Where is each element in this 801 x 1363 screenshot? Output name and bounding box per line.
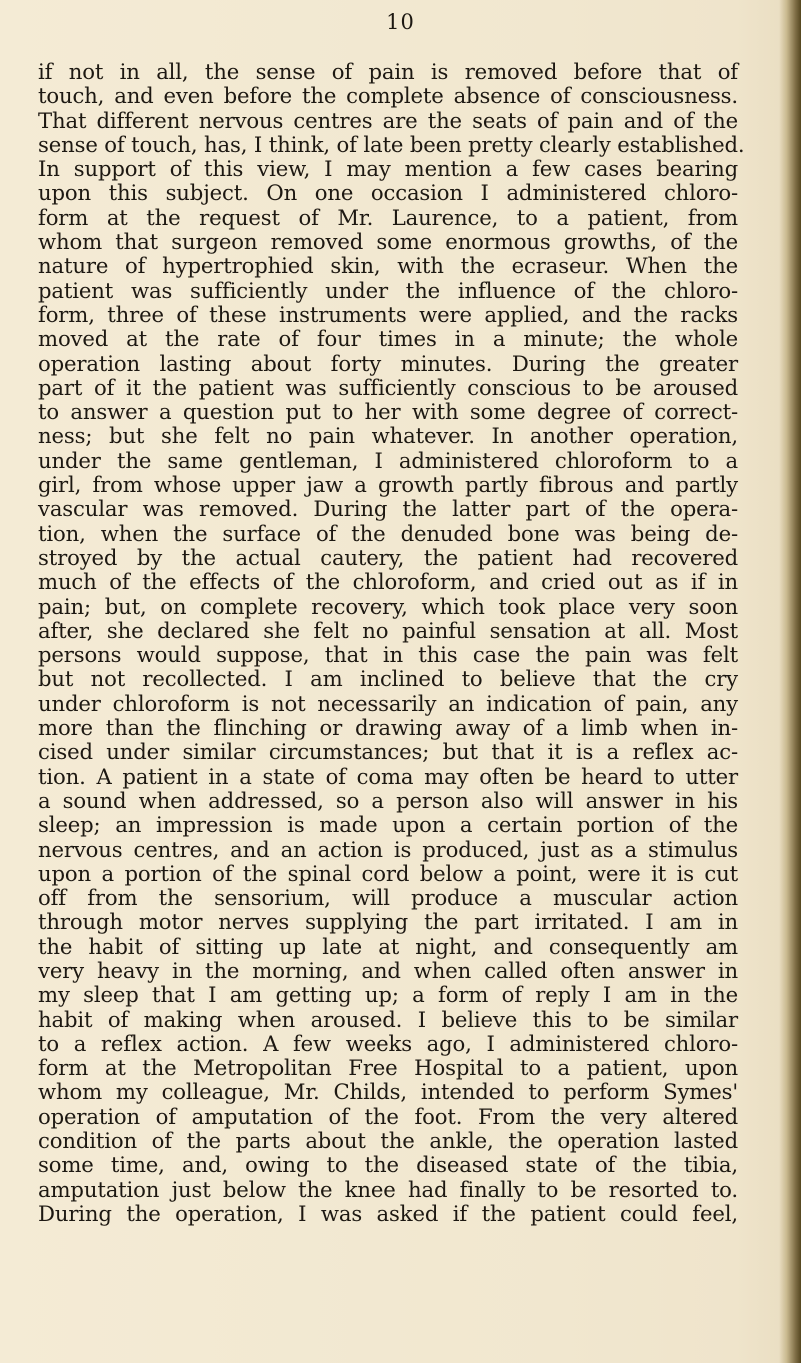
text-line: In support of this view, I may mention a few cases bearing <box>38 156 738 182</box>
text-line: tion, when the surface of the denuded bone was being de- <box>38 520 738 546</box>
text-line: through motor nerves supplying the part irritated. I am in <box>38 909 738 935</box>
text-line: the habit of sitting up late at night, and consequently am <box>38 933 738 959</box>
text-line: ness; but she felt no pain whatever. In another operation, <box>38 423 738 449</box>
text-line: patient was sufficiently under the influence of the chloro- <box>38 277 738 303</box>
text-line: girl, from whose upper jaw a growth partly fibrous and partly <box>38 472 738 498</box>
text-line: off from the sensorium, will produce a muscular action <box>38 885 738 911</box>
text-line: sense of touch, has, I think, of late been pretty clearly established. <box>38 131 745 157</box>
text-line: after, she declared she felt no painful sensation at all. Most <box>38 617 738 643</box>
text-line: upon a portion of the spinal cord below a point, were it is cut <box>38 860 738 886</box>
text-line: if not in all, the sense of pain is removed before that of <box>38 59 738 84</box>
text-line: tion. A patient in a state of coma may often be heard to utter <box>38 763 738 789</box>
text-line: to answer a question put to her with some degree of correct- <box>38 399 738 425</box>
text-line: operation of amputation of the foot. From the very altered <box>38 1103 738 1129</box>
text-line: During the operation, I was asked if the patient could feel, <box>38 1200 738 1226</box>
text-line: pain; but, on complete recovery, which took place very soon <box>38 593 738 619</box>
text-line: to a reflex action. A few weeks ago, I administered chloro- <box>38 1030 738 1056</box>
page-edge-shadow <box>779 0 801 1363</box>
text-line: cised under similar circumstances; but that it is a reflex ac- <box>38 739 738 765</box>
text-line: stroyed by the actual cautery, the patient had recovered <box>38 544 738 570</box>
text-line: more than the flinching or drawing away of a limb when in- <box>38 715 738 741</box>
text-line: vascular was removed. During the latter part of the opera- <box>38 496 738 522</box>
text-line: under the same gentleman, I administered chloroform to a <box>38 447 738 473</box>
text-line: sleep; an impression is made upon a certain portion of the <box>38 812 738 838</box>
text-line: my sleep that I am getting up; a form of reply I am in the <box>38 982 738 1008</box>
text-line: That different nervous centres are the seats of pain and of the <box>38 107 738 133</box>
text-line: moved at the rate of four times in a minute; the whole <box>38 326 738 352</box>
text-line: form at the Metropolitan Free Hospital to a patient, upon <box>38 1055 738 1081</box>
text-line: form, three of these instruments were applied, and the racks <box>38 301 738 327</box>
text-line: upon this subject. On one occasion I administered chloro- <box>38 180 738 206</box>
text-line: a sound when addressed, so a person also will answer in his <box>38 787 738 813</box>
text-line: very heavy in the morning, and when called often answer in <box>38 957 738 983</box>
page-number: 10 <box>386 10 415 34</box>
text-line: persons would suppose, that in this case the pain was felt <box>38 642 738 668</box>
text-line: but not recollected. I am inclined to believe that the cry <box>38 666 738 692</box>
text-line: amputation just below the knee had finally to be resorted to. <box>38 1176 738 1202</box>
text-line: under chloroform is not necessarily an indication of pain, any <box>38 690 738 716</box>
text-line: touch, and even before the complete absence of consciousness. <box>38 83 738 109</box>
text-line: habit of making when aroused. I believe this to be similar <box>38 1006 738 1032</box>
text-line: nervous centres, and an action is produced, just as a stimulus <box>38 836 738 862</box>
text-line: much of the effects of the chloroform, and cried out as if in <box>38 569 738 595</box>
body-text <box>38 59 745 1226</box>
text-line: nature of hypertrophied skin, with the ecraseur. When the <box>38 253 738 279</box>
text-line: whom my colleague, Mr. Childs, intended to perform Symes' <box>38 1079 738 1105</box>
text-line: condition of the parts about the ankle, the operation lasted <box>38 1128 738 1154</box>
text-line: some time, and, owing to the diseased state of the tibia, <box>38 1152 738 1178</box>
text-line: form at the request of Mr. Laurence, to a patient, from <box>38 204 738 230</box>
text-line: operation lasting about forty minutes. During the greater <box>38 350 738 376</box>
text-line: whom that surgeon removed some enormous growths, of the <box>38 229 738 255</box>
text-line: part of it the patient was sufficiently conscious to be aroused <box>38 374 738 400</box>
